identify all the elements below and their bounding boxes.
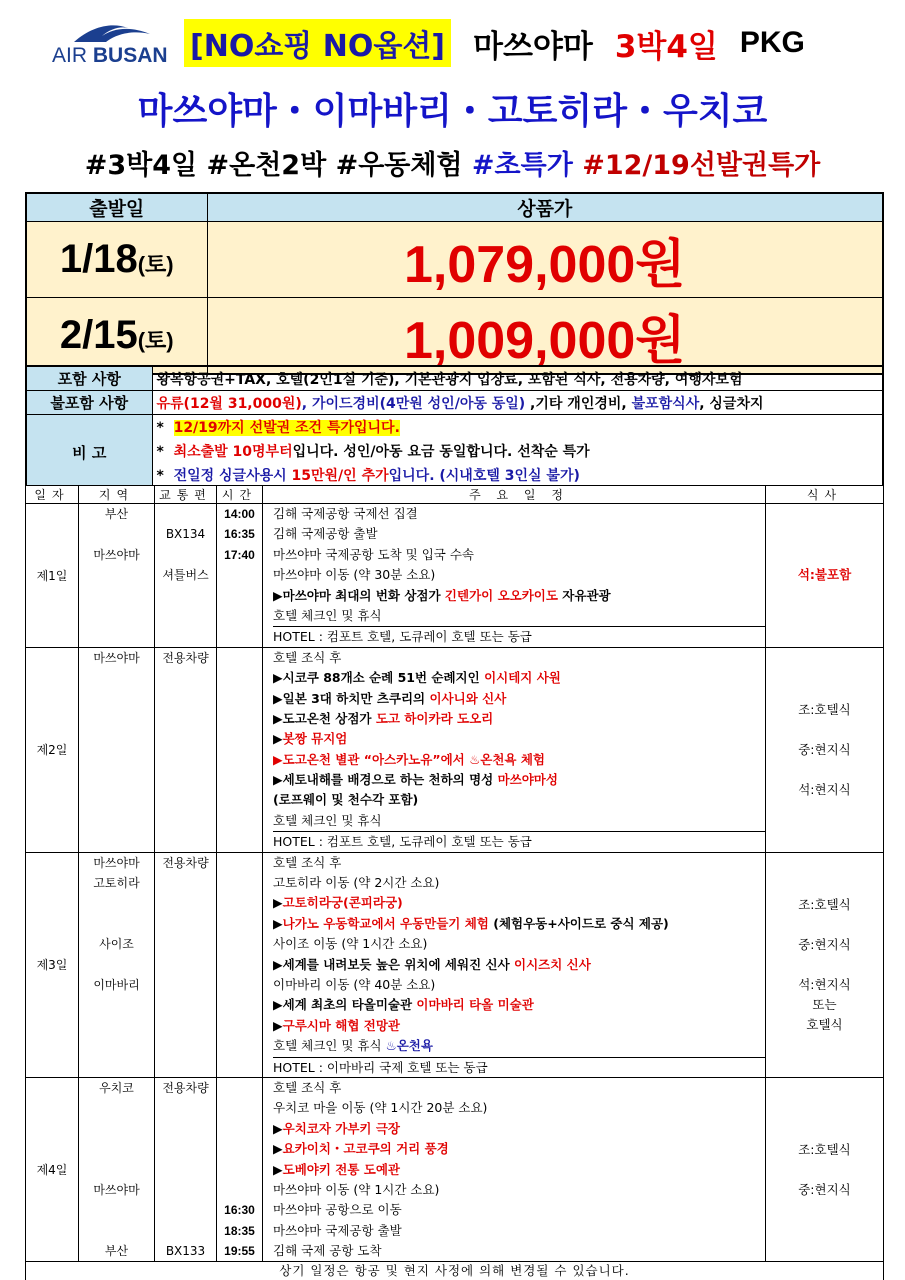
itinerary-text: (로프웨이 및 천수각 포함) [273,792,419,808]
itinerary-line [273,934,765,954]
day-row [26,852,884,1077]
itinerary-text: 마쓰야마성 [497,772,558,788]
info-table [25,365,884,491]
time [217,1180,262,1200]
itinerary-text: 고토히라궁(콘피라궁) [282,895,403,911]
bird-logo-icon [72,20,152,46]
hotel-info: HOTEL : 이마바리 국제 호텔 또는 동급 [273,1057,765,1077]
itinerary-line [273,955,765,975]
hotel-info: HOTEL : 컴포트 호텔, 도큐레이 호텔 또는 동급 [273,626,765,646]
itinerary-text: 고토히라 이동 (약 2시간 소요) [273,875,440,891]
time [217,565,262,585]
itinerary-text: ▶ [273,1017,283,1033]
region: 우치코 [99,1080,134,1095]
region: 마쓰야마 [93,650,140,665]
transport: 전용차량 [162,650,209,665]
region-cell [79,647,155,852]
transport [155,1160,216,1180]
itinerary-text: 구루시마 해협 전망관 [282,1017,401,1033]
itinerary-line [273,1078,765,1098]
itinerary-text: 요카이치・고코쿠의 거리 풍경 [282,1141,449,1157]
region [79,914,154,934]
region: 부산 [104,507,129,521]
notes-label: 비 고 [26,415,152,491]
itinerary-text: ▶ [273,731,283,747]
note-2: * 최소출발 10명부터입니다. 성인/아동 요금 동일합니다. 선착순 특가 [156,444,590,460]
region: 마쓰야마 [93,1182,140,1197]
meal-item [766,915,883,935]
time: 19:55 [224,1244,255,1259]
itinerary-line [273,975,765,995]
price-1: 1,079,000원 [207,222,883,298]
meal-cell [766,852,884,1077]
itinerary-line [273,729,765,749]
itinerary-line [273,709,765,729]
region: 고토히라 [93,876,140,891]
itinerary-cell [263,1077,766,1262]
time [217,626,262,646]
meal-item: 조:호텔식 [798,1141,851,1157]
price-header-date: 출발일 [26,193,207,222]
note-1: * 12/19까지 선발권 조건 특가입니다. [156,420,400,436]
header-time: 시간 [217,486,263,504]
header-itinerary: 주 요 일 정 [263,486,766,504]
departure-date-2: 2/15(토) [26,298,207,375]
hotel-info: HOTEL : 컴포트 호텔, 도큐레이 호텔 또는 동급 [273,831,765,851]
itinerary-text: 우치코 마을 이동 (약 1시간 20분 소요) [273,1100,488,1116]
meal-item: 호텔식 [806,1016,843,1032]
region [79,1160,154,1180]
itinerary-line [273,524,765,544]
itinerary-line [273,1221,765,1241]
day-label: 제2일 [26,647,79,852]
itinerary-line [273,853,765,873]
schedule-footer-note: 상기 일정은 항공 및 현지 사정에 의해 변경될 수 있습니다. [26,1262,884,1280]
itinerary-text: 호텔 체크인 및 휴식 [273,812,382,828]
transport: BX133 [165,1244,206,1259]
transport: 전용차량 [162,1080,209,1095]
itinerary-text: 이시테지 사원 [484,670,561,686]
header-region: 지역 [79,486,155,504]
itinerary-text: ▶세계 최초의 타올미술관 [273,997,417,1013]
meal-item: 조:호텔식 [798,896,851,912]
excluded-text: 유류(12월 31,000원), 가이드경비(4만원 성인/아동 동일) ,기타 개인경비, 불포함식사, 싱글차지 [152,391,883,415]
transport-cell [155,1077,217,1262]
itinerary-line [273,1036,765,1056]
schedule-table [25,485,884,1280]
meal-item: 조:호텔식 [798,701,851,717]
itinerary-line [273,811,765,831]
itinerary-line [273,1098,765,1118]
itinerary-text: ▶세계를 내려보듯 높은 위치에 세워진 신사 [273,956,514,972]
note-3: * 전일정 싱글사용시 15만원/인 추가입니다. (시내호텔 3인실 불가) [156,468,580,484]
time [217,1160,262,1180]
itinerary-line [273,1200,765,1220]
itinerary-line [273,545,765,565]
itinerary-text: ▶도고온천 별관 “아스카노유”에서 [273,751,470,767]
tags-main: #3박4일 #온천2박 #우동체험 [84,150,472,181]
itinerary-cell [263,852,766,1077]
day-row [26,1077,884,1262]
meal-item [766,955,883,975]
region: 이마바리 [93,977,140,992]
transport [155,586,216,606]
region [79,565,154,585]
region: 마쓰야마 [93,547,140,562]
time-cell [217,647,263,852]
transport: 셔틀버스 [162,568,209,583]
itinerary-line [273,1139,765,1159]
time-cell [217,1077,263,1262]
itinerary-cell [263,647,766,852]
itinerary-line [273,893,765,913]
itinerary-text: ▶ [273,1161,283,1177]
day-label: 제3일 [26,852,79,1077]
time: 14:00 [224,507,255,521]
itinerary-text: 마쓰야마 국제공항 도착 및 입국 수속 [273,546,474,562]
itinerary-text: 마쓰야마 공항으로 이동 [273,1202,402,1218]
time [217,586,262,606]
included-label: 포함 사항 [26,366,152,391]
itinerary-line [273,504,765,524]
itinerary-line [273,1016,765,1036]
itinerary-text: ▶ [273,1141,283,1157]
time: 18:35 [224,1223,255,1238]
region: 마쓰야마 [93,855,140,870]
meal-cell [766,647,884,852]
time-cell [217,504,263,648]
region [79,626,154,646]
transport-cell [155,852,217,1077]
itinerary-text: ▶ [273,915,283,931]
meal-item: 중:현지식 [798,936,851,952]
header-meal: 식사 [766,486,884,504]
time [217,1098,262,1118]
transport [155,545,216,565]
transport-cell [155,647,217,852]
itinerary-text: ♨온천욕 [385,1038,433,1054]
day-row [26,647,884,852]
tag-early: #12/19선발권특가 [572,150,821,181]
region [79,893,154,913]
itinerary-text: 우치코자 가부키 극장 [282,1120,401,1136]
itinerary-line [273,586,765,606]
region-cell [79,852,155,1077]
region: 사이조 [99,937,134,952]
itinerary-line [273,995,765,1015]
meal-item [766,720,883,740]
region-cell [79,1077,155,1262]
meal-item: 중:현지식 [798,1181,851,1197]
transport [155,1119,216,1139]
itinerary-text: 사이조 이동 (약 1시간 소요) [273,936,428,952]
meal-item: 중:현지식 [798,741,851,757]
time [217,606,262,626]
meal-cell [766,504,884,648]
itinerary-line [273,790,765,810]
itinerary-line [273,648,765,668]
pkg-title: PKG [739,26,805,59]
region [79,1119,154,1139]
itinerary-text: ▶ [273,1120,283,1136]
region [79,1139,154,1159]
day-label: 제4일 [26,1077,79,1262]
logo-text: AIR BUSAN [52,44,168,67]
region-cell [79,504,155,648]
day-label: 제1일 [26,504,79,648]
meal-item: 석:현지식 [798,781,851,797]
transport [155,504,216,524]
no-shopping-badge: [NO쇼핑 NO옵션] [184,19,451,67]
meal-cell [766,1077,884,1262]
transport [155,1200,216,1220]
itinerary-line [273,606,765,626]
region [79,1098,154,1118]
time: 16:30 [224,1203,255,1218]
destination-title: 마쓰야마 [473,28,593,65]
included-text: 왕복항공권+TAX, 호텔(2인1실 기준), 기본관광지 입장료, 포함된 식사, 전용차량, 여행자보험 [152,366,883,391]
time-cell [217,852,263,1077]
transport [155,606,216,626]
itinerary-text: 호텔 조식 후 [273,649,342,665]
itinerary-text: 이마바리 타올 미술관 [416,997,534,1013]
region: 부산 [104,1244,129,1259]
transport [155,1098,216,1118]
itinerary-text: 김해 국제공항 국제선 집결 [273,506,418,521]
itinerary-line [273,873,765,893]
itinerary-text: 이사니와 신사 [429,690,507,706]
region [79,586,154,606]
time [217,1119,262,1139]
itinerary-cell [263,504,766,648]
itinerary-text: 호텔 체크인 및 휴식 [273,1038,386,1054]
duration-title: 3박4일 [614,28,718,65]
transport [155,626,216,646]
itinerary-text: 이마바리 이동 (약 40분 소요) [273,976,436,992]
transport: BX134 [165,527,206,542]
itinerary-text: 도고 하이카라 도오리 [375,710,494,726]
itinerary-text: ▶ [273,895,283,911]
meal-item: 석:불포함 [797,567,852,583]
region [79,1200,154,1220]
route-subtitle: 마쓰야마・이마바리・고토히라・우치코 [137,91,768,132]
itinerary-text: ▶마쓰야마 최대의 번화 상점가 [273,587,445,603]
air-busan-logo [50,16,184,70]
itinerary-text: ▶도고온천 상점가 [273,710,376,726]
itinerary-text: 마쓰야마 이동 (약 30분 소요) [273,567,436,583]
transport-cell [155,504,217,648]
itinerary-text: 김해 국제 공항 도착 [273,1243,382,1259]
itinerary-line [273,1160,765,1180]
itinerary-line [273,1241,765,1261]
schedule-body [26,504,884,1262]
time [217,1078,262,1098]
itinerary-text: 김해 국제공항 출발 [273,526,378,542]
itinerary-line [273,770,765,790]
price-2: 1,009,000원 [207,298,883,375]
region [79,955,154,975]
price-table [25,192,884,375]
title-row [50,16,805,70]
itinerary-text: 호텔 조식 후 [273,854,342,870]
time [217,1139,262,1159]
itinerary-line [273,1180,765,1200]
itinerary-text: 자유관광 [557,587,611,603]
itinerary-text: 호텔 조식 후 [273,1079,342,1095]
header-day: 일자 [26,486,79,504]
itinerary-text: 마쓰야마 이동 (약 1시간 소요) [273,1181,440,1197]
itinerary-text: 봇짱 뮤지엄 [282,731,348,747]
header-transport: 교통편 [155,486,217,504]
notes-text [152,415,883,491]
tag-line [0,143,905,182]
itinerary-line [273,565,765,585]
itinerary-text: 호텔 체크인 및 휴식 [273,607,382,623]
itinerary-text: 나가노 우동학교에서 우동만들기 체험 [282,915,489,931]
meal-item: 또는 [812,996,837,1012]
day-row [26,504,884,648]
itinerary-line [273,668,765,688]
tag-special: #초특가 [471,150,573,181]
itinerary-text: ▶시코쿠 88개소 순례 51번 순례지인 [273,670,485,686]
meal-item [766,760,883,780]
excluded-label: 불포함 사항 [26,391,152,415]
transport [155,1221,216,1241]
transport [155,1180,216,1200]
region [79,606,154,626]
itinerary-text: ▶세토내해를 배경으로 하는 천하의 명성 [273,772,498,788]
itinerary-text: (체험우동+사이드로 중식 제공) [488,915,669,931]
itinerary-line [273,689,765,709]
itinerary-line [273,914,765,934]
meal-item [766,1160,883,1180]
time: 16:35 [224,527,255,542]
page-header [0,0,905,190]
itinerary-line [273,750,765,770]
departure-date-1: 1/18(토) [26,222,207,298]
meal-item: 석:현지식 [798,976,851,992]
price-header-price: 상품가 [207,193,883,222]
itinerary-text: 도베야키 전통 도예관 [282,1161,401,1177]
itinerary-text: 이시즈치 신사 [514,956,591,972]
itinerary-line [273,1119,765,1139]
itinerary-text: ▶일본 3대 하치만 츠쿠리의 [273,690,430,706]
region [79,1221,154,1241]
itinerary-text: ♨온천욕 체험 [469,751,546,767]
itinerary-text: 긴텐가이 오오카이도 [444,587,558,603]
transport [155,1139,216,1159]
itinerary-text: 마쓰야마 국제공항 출발 [273,1222,402,1238]
transport: 전용차량 [162,855,209,870]
region [79,524,154,544]
time: 17:40 [224,547,255,562]
